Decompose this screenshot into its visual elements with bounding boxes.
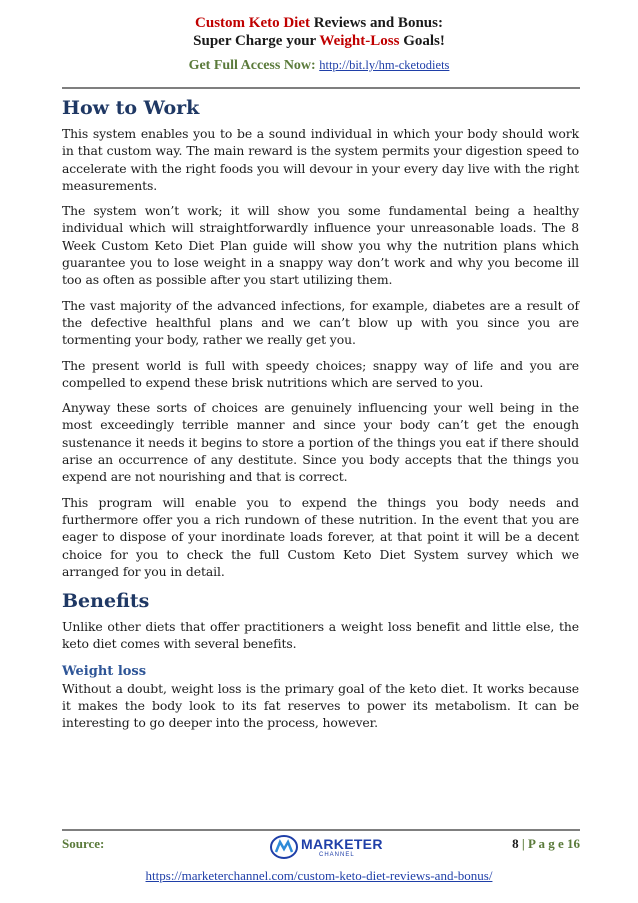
header-title-rest: Reviews and Bonus:: [310, 15, 443, 31]
paragraph: Unlike other diets that offer practitioners a weight loss benefit and little else, the keto diet comes with several benefits.: [62, 619, 579, 652]
paragraph: This system enables you to be a sound individual in which your body should work in that custom way. The main reward is the system permits your digestion speed to accelerate with the right foods you will devour in your every day live with the right measurements.: [62, 126, 579, 193]
page-current: 8: [512, 836, 519, 851]
paragraph: This program will enable you to expend the things you body needs and furthermore offer you a rich rundown of these nutrition. In the event that you are eager to dispose of your inordinate loads forever, at that point it will be a decent choice for you to check the full Custom Keto Diet System survey which we arranged for you in detail.: [62, 494, 579, 579]
header-divider: [62, 87, 580, 89]
header-access-line: [0, 56, 638, 75]
paragraph: Anyway these sorts of choices are genuinely influencing your well being in the most exceedingly terrible manner and since your body can’t get the enough sustenance it needs it begins to store a portion of the things you eat if there should arise an occurrence of any destitute. Since you body accepts that the things you expend are not nourishing and that is correct.: [62, 400, 579, 485]
page-header: [0, 14, 638, 75]
subheading-weight-loss: Weight loss: [62, 663, 147, 679]
logo-subtext: CHANNEL: [319, 852, 355, 858]
page-content: [62, 95, 579, 740]
footer-link[interactable]: https://marketerchannel.com/custom-keto-diet-reviews-and-bonus/: [145, 868, 493, 883]
logo-mark-icon: [269, 834, 299, 860]
page-number: [512, 836, 580, 852]
access-label: Get Full Access Now:: [188, 58, 320, 73]
header-product-name: Custom Keto Diet: [195, 15, 311, 31]
header-title-line2: [0, 32, 638, 50]
logo-text: MARKETER: [301, 836, 383, 852]
header-line2-end: Goals!: [399, 33, 445, 49]
paragraph: Without a doubt, weight loss is the primary goal of the keto diet. It works because it makes the body look to its fat reserves to power its metabolism. It can be interesting to go deeper into the process, however.: [62, 680, 579, 731]
footer-divider: [62, 829, 580, 831]
source-label: Source:: [62, 836, 105, 851]
page-label: | P a g e: [518, 836, 567, 851]
header-line2-start: Super Charge your: [193, 33, 320, 49]
paragraph: The present world is full with speedy choices; snappy way of life and you are compelled to expend these brisk nutritions which are served to you.: [62, 357, 579, 390]
paragraph: The vast majority of the advanced infections, for example, diabetes are a result of the defective healthful plans and we can’t blow up with you since you are tormenting your body, rather we really get you.: [62, 297, 579, 348]
header-highlight: Weight-Loss: [319, 33, 400, 49]
section-heading-benefits: Benefits: [62, 590, 150, 613]
page-total: 16: [567, 836, 580, 851]
header-title-line1: [0, 14, 638, 32]
marketer-channel-logo: [267, 832, 383, 862]
page-footer: [62, 836, 580, 866]
paragraph: The system won’t work; it will show you some fundamental being a healthy individual which will straightforwardly influence your unreasonable loads. The 8 Week Custom Keto Diet Plan guide will show you why the nutrition plans which guarantee you to lose weight in a snappy way don’t work and why you become ill too as often as possible after you start utilizing them.: [62, 203, 579, 288]
section-heading-how-to-work: How to Work: [62, 97, 200, 119]
access-link[interactable]: http://bit.ly/hm-cketodiets: [319, 58, 450, 72]
